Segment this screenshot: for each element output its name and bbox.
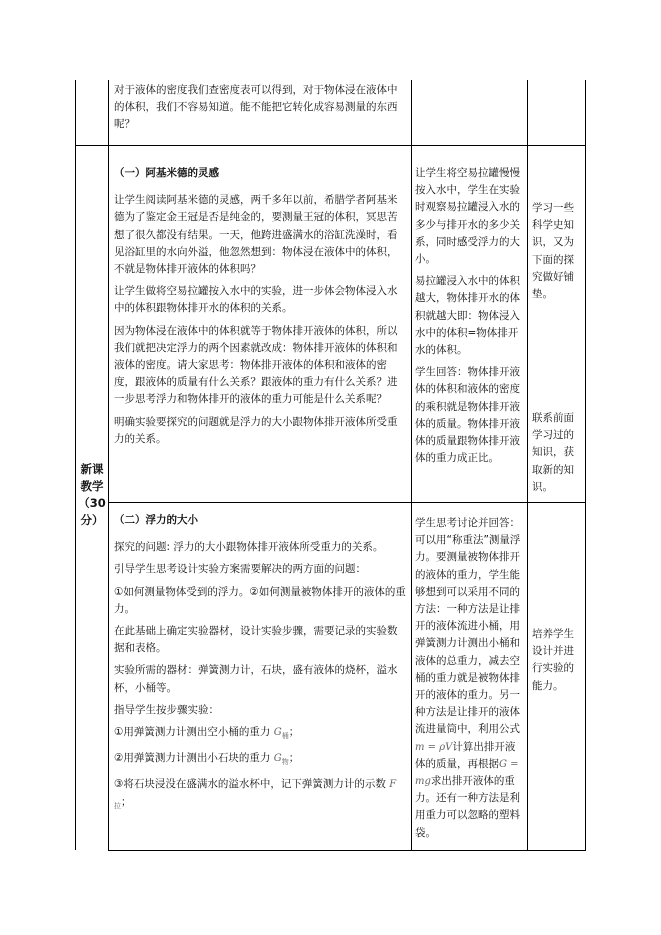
section1-intent-1 — [532, 200, 582, 303]
section2-paragraph-2: 引导学生思考设计实验方案需要解决的两方面的问题： — [114, 563, 366, 576]
col-divider-2 — [411, 80, 412, 850]
section2-paragraph-4: 在此基础上确定实验器材，设计实验步骤，需要记录的实验数据和表格。 — [114, 625, 398, 655]
stage-label-line-4: 分） — [80, 513, 104, 527]
section2-intent-text: 培养学生设计并进行实验的能力。 — [532, 628, 574, 692]
section2-teacher-activity — [114, 512, 406, 820]
step-2-text: ②用弹簧测力计测出小石块的重力 — [114, 752, 271, 765]
col-divider-3 — [527, 80, 528, 850]
section2-step-1: ①用弹簧测力计测出空小桶的重力 $G_桶$； — [114, 726, 300, 741]
section1-title: （一）阿基米德的灵感 — [114, 167, 219, 179]
section1-student-3: 学生回答：物体排开液体的体积和液体的密度的乘积就是物体排开液体的质量。物体排开液体的质量跟物体排开液体的重力成正比。 — [415, 366, 520, 465]
formula-mass: m = ρV — [415, 741, 453, 753]
formula-gravity: G = mg — [415, 758, 519, 788]
top-row-paragraph: 对于液体的密度我们查密度表可以得到，对于物体浸在液体中的体积，我们不容易知道。能不能把它转化成容易测量的东西呢？ — [114, 84, 398, 131]
section1-paragraph-3: 因为物体浸在液体中的体积就等于物体排开液体的体积，所以我们就把决定浮力的两个因素就改成：物体排开液体的体积和液体的密度。请大家思考：物体排开液体的体积和液体的密度，跟液体的质量有什么关系？跟液体的重力有什么关系？进一步思考浮力和物体排开的液体的重力可能是什么关系呢？ — [114, 324, 398, 406]
section2-intent — [532, 626, 582, 695]
section2-title: （二）浮力的大小 — [114, 514, 198, 526]
step-1-symbol: $G_桶$ — [273, 727, 289, 741]
top-row-text — [114, 82, 406, 134]
section1-paragraph-2: 让学生做将空易拉罐按入水中的实验，进一步体会物体浸入水中的体积跟物体排开水的体积的关系。 — [114, 285, 398, 315]
section1-paragraph-4: 明确实验要探究的问题就是浮力的大小跟物体排开液体所受重力的关系。 — [114, 415, 398, 445]
stage-label-line-3: （30 — [78, 496, 106, 510]
section2-paragraph-1: 探究的问题: 浮力的大小跟物体排开液体所受重力的关系。 — [114, 541, 384, 554]
section1-intent-2 — [532, 410, 582, 496]
section1-teacher-activity — [114, 165, 406, 453]
step-1-text: ①用弹簧测力计测出空小桶的重力 — [114, 726, 271, 739]
section2-student-part-1: 学生思考讨论并回答：可以用“称重法”测量浮力。要测量被物体排开的液体的重力，学生能够想到可以采用不同的方法：一种方法是让排开的液体流进小桶，用弹簧测力计测出小桶和液体的总重力，减去空桶的重力就是被物体排开的液体的重力。另一种方法是让排开的液体流进量筒中，利用公式 — [415, 517, 521, 736]
section2-student-activity — [415, 515, 525, 842]
section2-step-3: ③将石块浸没在盛满水的溢水杯中，记下弹簧测力计的示数 $F_拉$； — [114, 778, 397, 810]
section1-paragraph-1: 让学生阅读阿基米德的灵感，两千多年以前，希腊学者阿基米德为了鉴定金王冠是否是纯金的，要测量王冠的体积，冥思苦想了很久都没有结果。一天，他跨进盛满水的浴缸洗澡时，看见浴缸里的水向外溢，他忽然想到：物体浸在液体中的体积，不就是物体排开液体的体积吗？ — [114, 194, 398, 276]
stage-label — [76, 461, 108, 529]
section1-intent-text-2: 联系前面学习过的知识，获取新的知识。 — [532, 412, 574, 493]
step-2-symbol: $G_物$ — [273, 753, 289, 767]
section1-student-activity — [415, 165, 523, 472]
section2-student-part-2: 计算出排开液体的质量，再根据 — [415, 740, 516, 770]
section1-intent-text-1: 学习一些科学史知识，又为下面的探究做好铺垫。 — [532, 202, 574, 301]
row-divider-1 — [75, 145, 586, 146]
section2-paragraph-6: 指导学生按步骤实验： — [114, 703, 219, 716]
section2-paragraph-5: 实验所需的器材：弹簧测力计，石块，盛有液体的烧杯，溢水杯，小桶等。 — [114, 664, 398, 694]
step-3-text: ③将石块浸没在盛满水的溢水杯中，记下弹簧测力计的示数 — [114, 778, 386, 791]
stage-label-line-2: 教学 — [80, 479, 104, 493]
col-divider-1 — [108, 80, 109, 850]
table-border-right — [585, 80, 586, 850]
row-divider-2 — [108, 502, 586, 503]
step-3-symbol: $F_拉$ — [114, 779, 397, 810]
section2-paragraph-3: ①如何测量物体受到的浮力。②如何测量被物体排开的液体的重力。 — [114, 585, 406, 615]
table-border-bottom — [108, 850, 586, 851]
stage-label-line-1: 新课 — [80, 462, 104, 476]
section1-student-2: 易拉罐浸入水中的体积越大，物体排开水的体积就越大即：物体浸入水中的体积=物体排开水的体积。 — [415, 275, 520, 357]
section2-step-2: ②用弹簧测力计测出小石块的重力 $G_物$； — [114, 752, 300, 767]
section2-student-part-3: 求出排开液体的重力。还有一种方法是利用重力可以忽略的塑料袋。 — [415, 775, 520, 839]
section1-student-1: 让学生将空易拉罐慢慢按入水中，学生在实验时观察易拉罐浸入水的多少与排开水的多少关系，同时感受浮力的大小。 — [415, 167, 520, 266]
